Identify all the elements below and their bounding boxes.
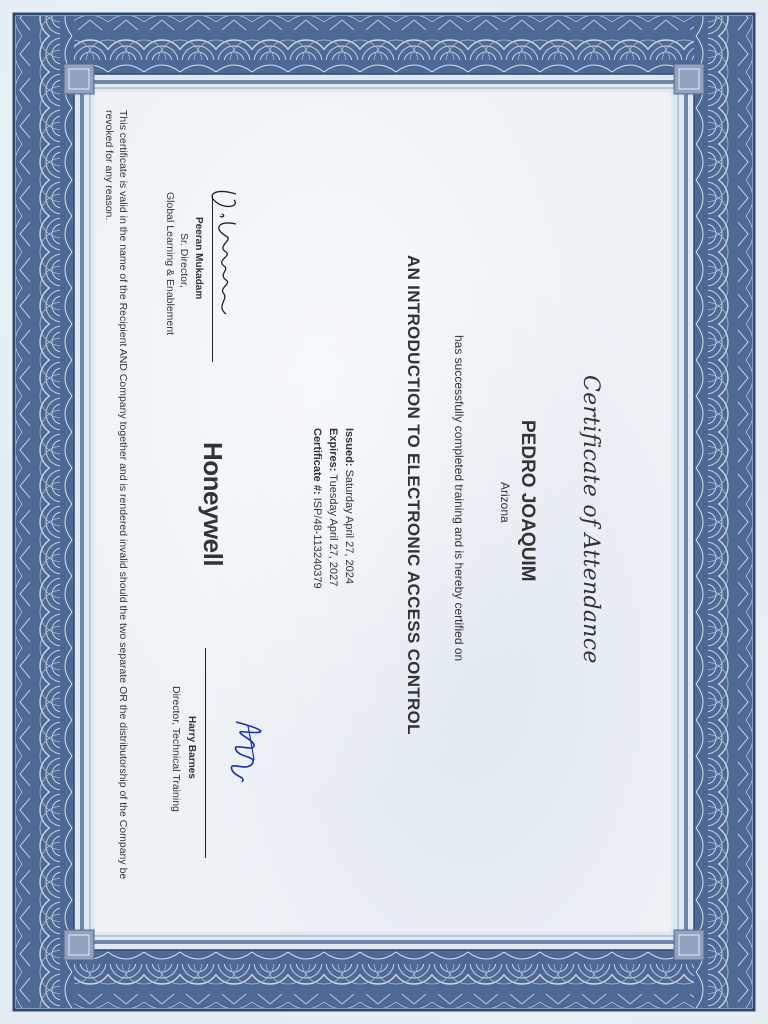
course-title: AN INTRODUCTION TO ELECTRONIC ACCESS CONTROL [404,255,423,735]
signatory-left-title: Director, Technical Training [170,686,182,812]
signatory-left-name: Harry Barnes [186,716,197,779]
certificate-title: Certificate of Attendance [578,375,603,664]
validity-disclaimer: This certificate is valid in the name of the Recipient AND Company together and is rendered invalid should the two separate OR the distributorship of the Company be revoked for any reason. [103,110,129,880]
signature-peeran-mukadam [196,180,256,330]
certificate-number-line [311,428,323,589]
signature-line-right [212,196,213,362]
expires-label: Expires: [327,428,339,472]
issued-value: Saturday April 27, 2024 [343,469,355,584]
certificate-number-label: Certificate #: [311,428,323,495]
recipient-name: PEDRO JOAQUIM [517,420,538,582]
issued-line [343,428,355,584]
issued-label: Issued: [343,428,355,467]
signature-line-left [205,648,206,858]
signatory-right-name: Peeran Mukadam [193,217,204,300]
honeywell-logo: Honeywell [198,442,228,567]
signatory-right-title-line1: Sr. Director, [178,233,190,288]
expires-value: Tuesday April 27, 2027 [327,474,339,587]
signature-harry-barnes [216,712,276,792]
certificate-number-value: ISP/48-113240379 [311,497,323,589]
signatory-right-title-line2: Global Learning & Enablement [164,192,176,336]
recipient-location: Arizona [498,482,512,523]
completion-statement: has successfully completed training and is hereby certified on [452,335,466,662]
expires-line [327,428,339,586]
